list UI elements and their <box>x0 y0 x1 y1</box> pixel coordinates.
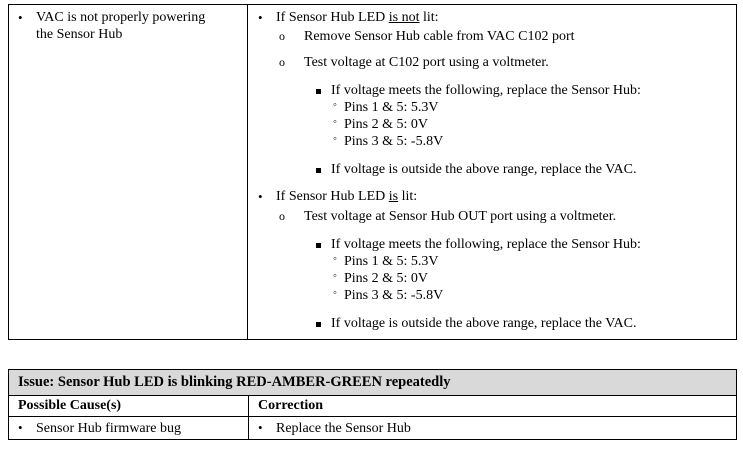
pin-value: Pins 2 & 5: 0V <box>344 117 429 132</box>
condition-prefix: If Sensor Hub LED <box>276 10 389 25</box>
pin-value: Pins 2 & 5: 0V <box>344 271 429 286</box>
column-header-correction: Correction <box>249 396 737 417</box>
column-header-cause: Possible Cause(s) <box>9 396 249 417</box>
square-bullet-icon <box>316 243 321 248</box>
condition-not-lit <box>276 10 439 26</box>
step-test-c102: Test voltage at C102 port using a voltmeter. <box>304 55 549 70</box>
square-bullet-icon <box>316 322 321 327</box>
small-circle-icon: ◦ <box>333 99 337 111</box>
table-cell-correction <box>249 417 737 440</box>
square-bullet-icon <box>316 89 321 94</box>
square-bullet-icon <box>316 168 321 173</box>
small-circle-icon: ◦ <box>333 116 337 128</box>
issue-table <box>8 369 737 440</box>
condition-suffix: lit: <box>398 189 418 204</box>
small-circle-icon: ◦ <box>333 270 337 282</box>
cause-text-line1: VAC is not properly powering <box>36 10 206 25</box>
small-circle-icon: ◦ <box>333 287 337 299</box>
step-remove-cable: Remove Sensor Hub cable from VAC C102 port <box>304 29 575 44</box>
circle-bullet-icon: o <box>279 209 285 223</box>
condition-outside: If voltage is outside the above range, replace the VAC. <box>331 316 637 331</box>
circle-bullet-icon: o <box>279 29 285 43</box>
bullet-icon: • <box>18 10 23 25</box>
condition-emphasis: is not <box>388 10 420 25</box>
cause-text-line2: the Sensor Hub <box>36 27 123 42</box>
issue-header: Issue: Sensor Hub LED is blinking RED-AMBER-GREEN repeatedly <box>9 370 737 396</box>
table-cell-cause <box>9 417 249 440</box>
cause-text: Sensor Hub firmware bug <box>36 421 182 436</box>
cause-cell <box>9 5 248 340</box>
small-circle-icon: ◦ <box>333 253 337 265</box>
pin-value: Pins 1 & 5: 5.3V <box>344 254 439 269</box>
condition-meets: If voltage meets the following, replace the Sensor Hub: <box>331 237 641 252</box>
condition-meets: If voltage meets the following, replace the Sensor Hub: <box>331 83 641 98</box>
pin-value: Pins 1 & 5: 5.3V <box>344 100 439 115</box>
correction-text: Replace the Sensor Hub <box>276 421 411 436</box>
circle-bullet-icon: o <box>279 55 285 69</box>
condition-emphasis: is <box>388 189 399 204</box>
bullet-icon: • <box>258 10 263 25</box>
pin-value: Pins 3 & 5: -5.8V <box>344 288 444 303</box>
small-circle-icon: ◦ <box>333 133 337 145</box>
bullet-icon: • <box>258 189 263 204</box>
condition-suffix: lit: <box>419 10 439 25</box>
condition-prefix: If Sensor Hub LED <box>276 189 389 204</box>
condition-outside: If voltage is outside the above range, replace the VAC. <box>331 162 637 177</box>
condition-lit <box>276 189 417 205</box>
bullet-icon: • <box>18 420 23 435</box>
pin-value: Pins 3 & 5: -5.8V <box>344 134 444 149</box>
bullet-icon: • <box>258 420 263 435</box>
step-test-out: Test voltage at Sensor Hub OUT port using a voltmeter. <box>304 209 617 224</box>
